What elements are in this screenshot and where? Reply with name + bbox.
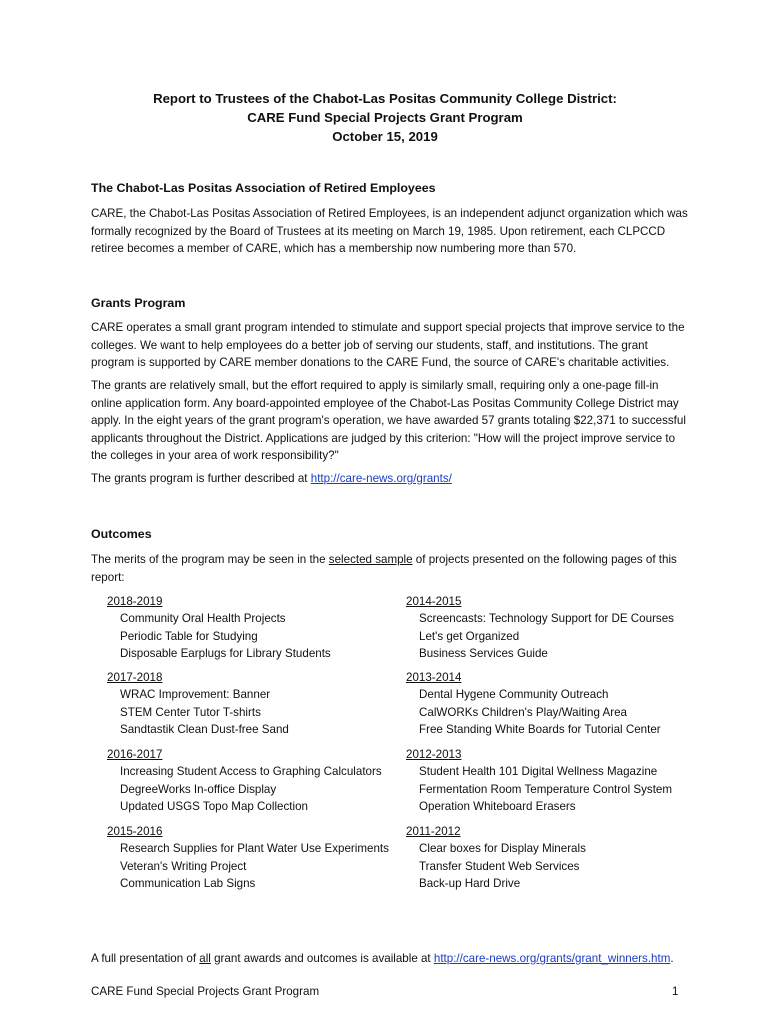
- outcomes-intro: The merits of the program may be seen in the selected sample of projects presented on the following pages of this report:: [91, 553, 677, 584]
- period-year: 2018-2019: [107, 595, 163, 608]
- outcome-period: [107, 669, 407, 739]
- project-item: Free Standing White Boards for Tutorial Center: [419, 723, 661, 736]
- project-item: Screencasts: Technology Support for DE Courses: [419, 612, 674, 625]
- grants-heading: Grants Program: [91, 296, 186, 310]
- project-item: Sandtastik Clean Dust-free Sand: [120, 723, 289, 736]
- project-item: Communication Lab Signs: [120, 877, 256, 890]
- project-item: DegreeWorks In-office Display: [120, 782, 277, 796]
- project-item: Research Supplies for Plant Water Use Experiments: [120, 842, 389, 855]
- project-item: Clear boxes for Display Minerals: [419, 842, 586, 855]
- period-year: 2017-2018: [107, 671, 163, 684]
- outcome-period: [406, 823, 706, 893]
- project-item: CalWORKs Children's Play/Waiting Area: [419, 705, 627, 719]
- care-paragraph: CARE, the Chabot-Las Positas Association of Retired Employees, is an independent adjunct organization which was formally recognized by the Board of Trustees at its meeting on March 19, 1985. Upon retirement, each CLPCCD retiree becomes a member of CARE, which has a membership now numbering more than 570.: [91, 207, 688, 256]
- period-year: 2014-2015: [406, 595, 462, 608]
- project-item: Back-up Hard Drive: [419, 877, 521, 890]
- outcome-period: [406, 746, 706, 816]
- grants-paragraph-2: The grants are relatively small, but the effort required to apply is similarly small, requiring only a one-page fill-in online application form. Any board-appointed employee of the Chabot-Las Positas Community College District may apply. In the eight years of the grant program's operation, we have awarded 57 grants totaling $22,371 to successful applicants throughout the District. Applications are judged by this criterion: "How will the project improve service to the colleges in your area of work responsibility?": [91, 379, 686, 463]
- project-item: Veteran's Writing Project: [120, 859, 247, 873]
- care-heading: The Chabot-Las Positas Association of Retired Employees: [91, 181, 436, 195]
- period-year: 2013-2014: [406, 671, 462, 684]
- period-year: 2015-2016: [107, 825, 163, 838]
- project-item: Updated USGS Topo Map Collection: [120, 800, 308, 813]
- project-item: Let's get Organized: [419, 629, 520, 643]
- outcome-period: [406, 669, 706, 739]
- footer-title: CARE Fund Special Projects Grant Program: [91, 985, 320, 998]
- project-item: Disposable Earplugs for Library Students: [120, 647, 331, 660]
- project-item: Student Health 101 Digital Wellness Magazine: [419, 765, 658, 778]
- project-item: Operation Whiteboard Erasers: [419, 800, 576, 813]
- outcome-period: [406, 593, 706, 663]
- report-date: October 15, 2019: [332, 129, 438, 144]
- project-item: Periodic Table for Studying: [120, 629, 258, 643]
- program-title: CARE Fund Special Projects Grant Program: [247, 110, 523, 125]
- closing-sentence: A full presentation of all grant awards and outcomes is available at http://care-news.org/grants/grant_winners.htm.: [91, 952, 674, 965]
- grants-link-prefix: The grants program is further described at: [91, 472, 311, 485]
- outcome-period: [107, 593, 407, 663]
- page-number: 1: [672, 985, 679, 998]
- grants-paragraph-1: CARE operates a small grant program intended to stimulate and support special projects that improve service to the colleges. We want to help employees do a better job of serving our students, staff, and institutions. The grant program is supported by CARE member donations to the CARE Fund, the source of CARE's charitable activities.: [91, 321, 685, 370]
- project-item: Increasing Student Access to Graphing Calculators: [120, 765, 382, 778]
- grant-winners-link[interactable]: http://care-news.org/grants/grant_winners.htm: [433, 952, 671, 965]
- period-year: 2011-2012: [406, 825, 461, 838]
- grants-paragraph-3: [91, 470, 691, 488]
- period-year: 2012-2013: [406, 748, 462, 761]
- project-item: Community Oral Health Projects: [120, 612, 286, 625]
- grants-link[interactable]: http://care-news.org/grants/: [310, 472, 452, 485]
- project-item: Transfer Student Web Services: [419, 859, 580, 873]
- project-item: Business Services Guide: [419, 647, 548, 660]
- project-item: Dental Hygene Community Outreach: [419, 688, 609, 701]
- report-title: Report to Trustees of the Chabot-Las Positas Community College District:: [153, 91, 617, 106]
- outcome-period: [107, 746, 407, 816]
- project-item: WRAC Improvement: Banner: [120, 688, 271, 701]
- outcome-period: [107, 823, 407, 893]
- selected-sample-text: selected sample: [328, 553, 413, 566]
- project-item: STEM Center Tutor T-shirts: [120, 705, 261, 719]
- period-year: 2016-2017: [107, 748, 163, 761]
- project-item: Fermentation Room Temperature Control System: [419, 782, 673, 796]
- outcomes-heading: Outcomes: [91, 527, 152, 541]
